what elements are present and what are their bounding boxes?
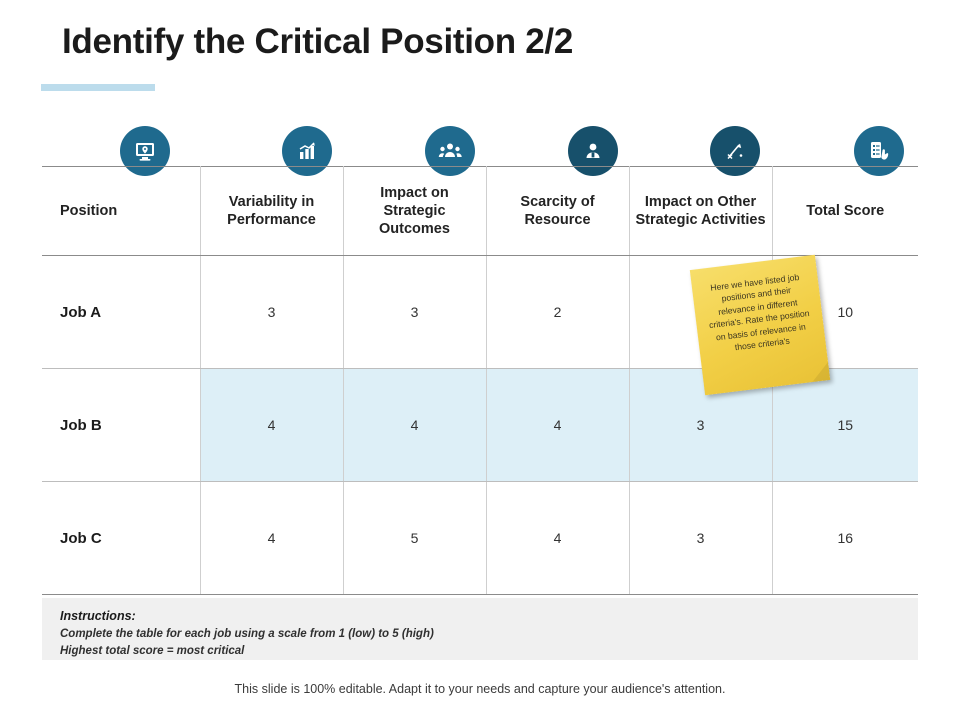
cell-job-c-strategic-outcomes[interactable]: 5 <box>343 482 486 595</box>
cell-job-a-strategic-outcomes[interactable]: 3 <box>343 256 486 369</box>
sticky-note[interactable] <box>690 255 830 395</box>
cell-job-b-other-activities[interactable]: 3 <box>629 369 772 482</box>
column-header-strategic-outcomes: Impact on Strategic Outcomes <box>343 167 486 256</box>
column-header-scarcity: Scarcity of Resource <box>486 167 629 256</box>
title-accent-bar <box>41 84 155 91</box>
column-header-variability: Variability in Performance <box>200 167 343 256</box>
page-title: Identify the Critical Position 2/2 <box>62 22 574 61</box>
row-label-job-c: Job C <box>42 482 200 595</box>
cell-job-c-other-activities[interactable]: 3 <box>629 482 772 595</box>
cell-job-b-total: 15 <box>772 369 918 482</box>
instructions-line-1: Complete the table for each job using a scale from 1 (low) to 5 (high) <box>60 628 434 640</box>
slide-footer-note: This slide is 100% editable. Adapt it to your needs and capture your audience's attention. <box>234 682 726 696</box>
cell-job-a-total: 10 <box>772 256 918 369</box>
column-header-total-score: Total Score <box>772 167 918 256</box>
instructions-title: Instructions: <box>60 609 136 623</box>
instructions-box <box>42 598 918 660</box>
column-header-position: Position <box>42 167 200 256</box>
cell-job-b-scarcity[interactable]: 4 <box>486 369 629 482</box>
table-row <box>42 482 918 595</box>
cell-job-a-variability[interactable]: 3 <box>200 256 343 369</box>
cell-job-c-total: 16 <box>772 482 918 595</box>
table-header-row <box>42 167 918 256</box>
cell-job-c-variability[interactable]: 4 <box>200 482 343 595</box>
column-header-other-activities: Impact on Other Strategic Activities <box>629 167 772 256</box>
row-label-job-a: Job A <box>42 256 200 369</box>
cell-job-a-scarcity[interactable]: 2 <box>486 256 629 369</box>
sticky-note-text: Here we have listed job positions and their relevance in different criteria's. Rate the position on basis of relevance in those criteria's <box>708 271 811 353</box>
instructions-line-2: Highest total score = most critical <box>60 644 245 657</box>
cell-job-b-variability[interactable]: 4 <box>200 369 343 482</box>
cell-job-c-scarcity[interactable]: 4 <box>486 482 629 595</box>
row-label-job-b: Job B <box>42 369 200 482</box>
table-row <box>42 369 918 482</box>
cell-job-b-strategic-outcomes[interactable]: 4 <box>343 369 486 482</box>
